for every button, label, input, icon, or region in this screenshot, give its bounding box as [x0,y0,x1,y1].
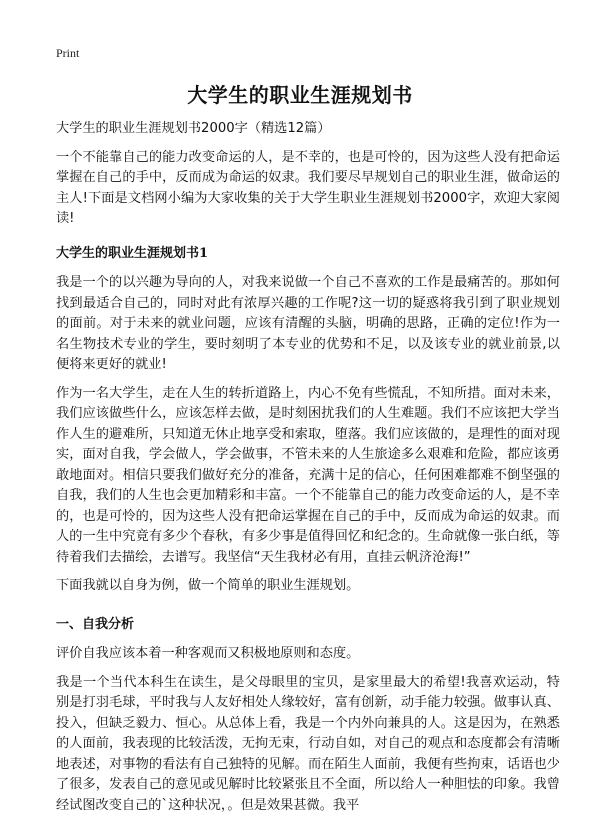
print-link[interactable]: Print [56,46,80,60]
section-2-paragraph-2: 我是一个当代本科生在读生，是父母眼里的宝贝，是家里最大的希望!我喜欢运动，特别是打羽毛球，平时我与人友好相处人缘较好，富有创新，动手能力较强。做事认真、投入，但缺乏毅力、恒心。从总体上看，我是一个内外向兼具的人。这是因为，在熟悉的人面前，我表现的比较活泼，无拘无束，行动自如，对自己的观点和态度都会有清晰地表述，对事物的看法有自己独特的见解。而在陌生人面前，我便有些拘束，话语也少了很多，发表自己的意见或见解时比较紧张且不全面，所以给人一种胆怯的印象。我曾经试图改变自己的`这种状况，。但是效果甚微。我平 [56,674,560,813]
section-2-paragraph-1: 评价自我应该本着一种客观而又积极地原则和态度。 [56,646,360,661]
section-1-paragraph-1: 我是一个的以兴趣为导向的人，对我来说做一个自己不喜欢的工作是最痛苦的。那如何找到最适合自己的，同时对此有浓厚兴趣的工作呢?这一切的疑惑将我引到了职业规划的面前。对于未来的就业问题，应该有清醒的头脑，明确的思路，正确的定位!作为一名生物技术专业的学生，要时刻明了本专业的优势和不足，以及该专业的就业前景,以便将来更好的就业! [56,275,560,372]
section-1-paragraph-2: 作为一名大学生，走在人生的转折道路上，内心不免有些慌乱，不知所措。面对未来，我们应该做些什么，应该怎样去做，是时刻困扰我们的人生难题。我们不应该把大学当作人生的避难所，只知道无休止地享受和索取，堕落。我们应该做的，是理性的面对现实，面对自我，学会做人，学会做事，不管未来的人生旅途多么艰难和危险，都应该勇敢地面对。相信只要我们做好充分的准备，充满十足的信心，任何困难都难不倒坚强的自我，我们的人生也会更加精彩和丰富。一个不能靠自己的能力改变命运的人，是不幸的，也是可怜的，因为这些人没有把命运掌握在自己的手中，反而成为命运的奴隶。而人的一生中究竟有多少个春秋，有多少事是值得回忆和纪念的。生命就像一张白纸，等待着我们去描绘，去谱写。我坚信“天生我材必有用，直挂云帆济沧海!” [56,385,560,565]
section-1-paragraph-3: 下面我就以自身为例，做一个简单的职业生涯规划。 [56,578,360,593]
section-1-heading: 大学生的职业生涯规划书1 [56,245,209,261]
document-title: 大学生的职业生涯规划书 [187,83,413,107]
document-body [56,119,560,824]
document-subtitle: 大学生的职业生涯规划书2000字（精选12篇） [56,121,331,136]
intro-paragraph: 一个不能靠自己的能力改变命运的人，是不幸的，也是可怜的，因为这些人没有把命运掌握在自己的手中，反而成为命运的奴隶。我们要尽早规划自己的职业生涯，做命运的主人!下面是文档网小编为大家收集的关于大学生职业生涯规划书2000字，欢迎大家阅读! [56,149,560,226]
section-2-heading: 一、自我分析 [56,616,135,632]
